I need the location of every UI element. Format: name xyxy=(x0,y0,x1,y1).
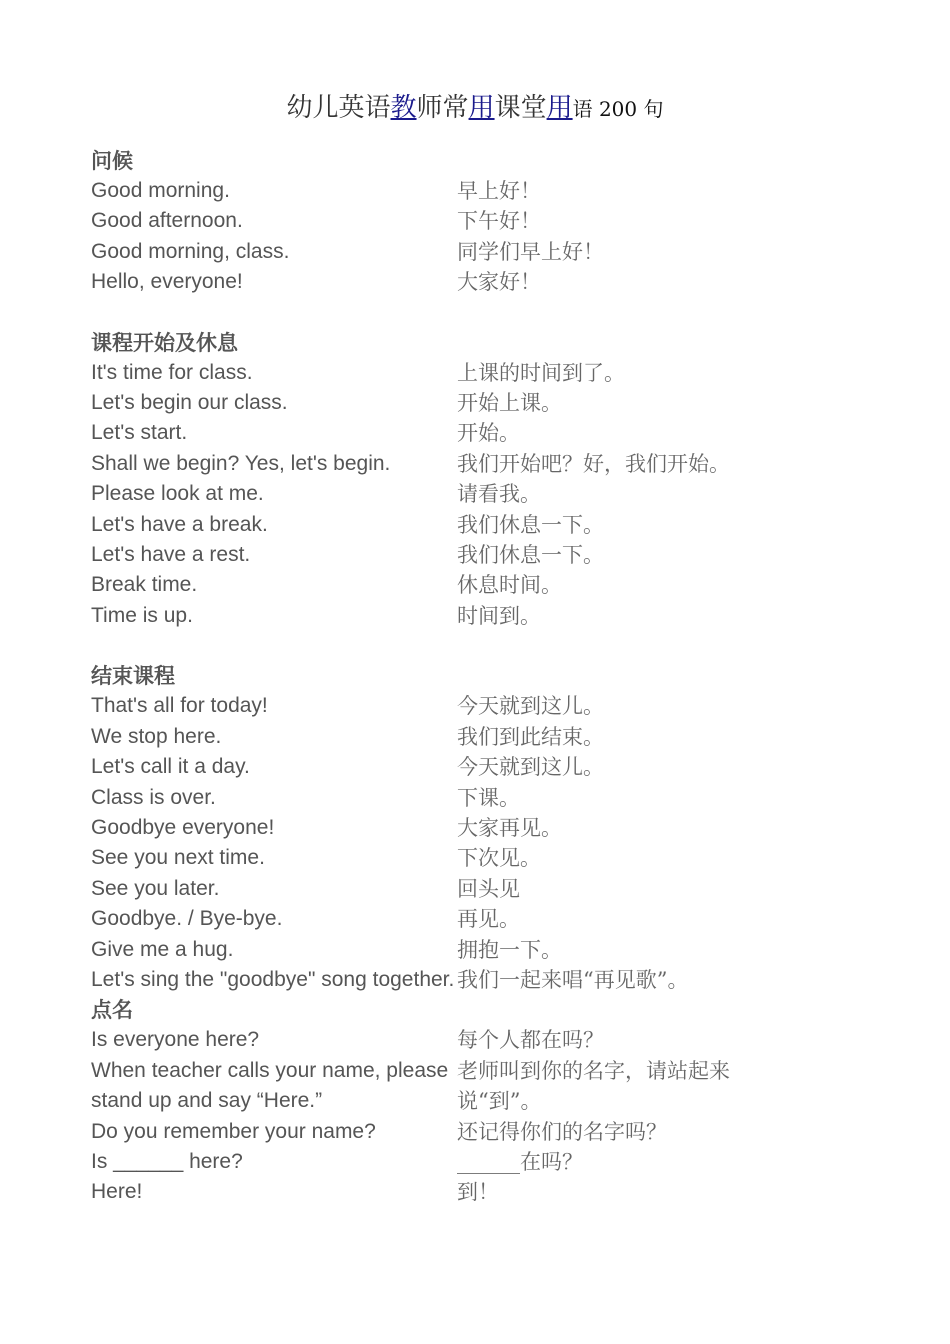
phrase-row xyxy=(91,449,851,479)
phrase-chinese: 老师叫到你的名字，请站起来说“到”。 xyxy=(457,1058,730,1114)
phrase-chinese: 我们开始吧？好，我们开始。 xyxy=(457,451,730,476)
section-heading-greetings: 问候 xyxy=(91,149,133,173)
phrase-english: We stop here. xyxy=(91,724,222,748)
phrase-english: Goodbye everyone! xyxy=(91,815,275,839)
phrase-chinese: 每个人都在吗？ xyxy=(457,1028,604,1053)
phrase-chinese: 我们一起来唱“再见歌”。 xyxy=(457,967,689,992)
phrase-chinese: 我们休息一下。 xyxy=(457,543,604,568)
phrase-chinese: 我们休息一下。 xyxy=(457,512,604,537)
section-heading-class-end: 结束课程 xyxy=(91,664,175,689)
phrase-row xyxy=(91,1177,851,1207)
title-part-4: 用 xyxy=(468,93,495,123)
phrase-row xyxy=(91,479,851,509)
phrase-english: Good morning, class. xyxy=(91,239,290,263)
title-part-7: 语 200 句 xyxy=(572,97,664,121)
title-part-5: 课堂 xyxy=(494,93,547,123)
phrase-chinese: 早上好！ xyxy=(457,179,541,203)
phrase-chinese: 今天就到这儿。 xyxy=(457,694,604,719)
phrase-chinese: 下课。 xyxy=(457,785,520,810)
phrase-row xyxy=(91,601,851,631)
phrase-english: See you later. xyxy=(91,876,220,900)
phrase-english: Good morning. xyxy=(91,179,230,202)
phrase-row xyxy=(91,267,851,297)
phrase-row xyxy=(91,691,851,721)
phrase-chinese: 同学们早上好！ xyxy=(457,239,604,264)
phrase-english: Here! xyxy=(91,1180,143,1204)
phrase-row xyxy=(91,874,851,904)
phrase-english: Class is over. xyxy=(91,785,216,809)
phrase-row xyxy=(91,843,851,873)
phrase-row xyxy=(91,965,851,995)
phrase-english: See you next time. xyxy=(91,846,265,870)
phrase-chinese: 下次见。 xyxy=(457,846,541,871)
phrase-english: Please look at me. xyxy=(91,482,264,506)
phrase-row xyxy=(91,752,851,782)
phrase-row xyxy=(91,1056,851,1117)
phrase-row xyxy=(91,1025,851,1055)
page-title xyxy=(0,88,950,129)
phrase-chinese: 还记得你们的名字吗？ xyxy=(457,1119,667,1144)
phrase-chinese: 开始上课。 xyxy=(457,391,562,416)
phrase-chinese: 大家好！ xyxy=(457,270,541,295)
phrase-row xyxy=(91,813,851,843)
phrase-english: Is ______ here? xyxy=(91,1149,243,1173)
phrase-row xyxy=(91,1117,851,1147)
phrase-english: Break time. xyxy=(91,573,198,597)
phrase-chinese: 到！ xyxy=(457,1180,499,1205)
phrase-row xyxy=(91,904,851,934)
phrase-chinese: 下午好！ xyxy=(457,209,541,234)
phrase-english: Let's sing the "goodbye" song together. xyxy=(91,967,455,991)
phrase-english: Time is up. xyxy=(91,603,193,627)
phrase-chinese: 回头见 xyxy=(457,876,520,901)
phrase-english: Do you remember your name? xyxy=(91,1119,376,1143)
phrase-chinese: 请看我。 xyxy=(457,482,541,507)
phrase-row xyxy=(91,935,851,965)
phrase-row xyxy=(91,722,851,752)
phrase-row xyxy=(91,570,851,600)
phrase-chinese: 上课的时间到了。 xyxy=(457,360,625,385)
section-heading-class-start: 课程开始及休息 xyxy=(91,330,238,355)
title-part-2: 教 xyxy=(390,93,417,123)
phrase-english: Let's have a break. xyxy=(91,512,268,536)
phrase-chinese: 时间到。 xyxy=(457,603,541,628)
section-heading-roll-call: 点名 xyxy=(91,998,133,1023)
phrase-chinese: 大家再见。 xyxy=(457,815,562,840)
phrase-english: Give me a hug. xyxy=(91,937,234,961)
phrase-chinese: 我们到此结束。 xyxy=(457,724,604,749)
phrase-english: Let's call it a day. xyxy=(91,755,250,779)
phrase-row xyxy=(91,540,851,570)
phrase-english: Shall we begin? Yes, let's begin. xyxy=(91,451,391,475)
title-part-6: 用 xyxy=(546,93,573,123)
phrase-english: Is everyone here? xyxy=(91,1028,260,1052)
phrase-english: It's time for class. xyxy=(91,360,253,384)
phrase-english: Goodbye. / Bye-bye. xyxy=(91,907,283,931)
phrase-row xyxy=(91,358,851,388)
phrase-row xyxy=(91,176,851,206)
section-spacer xyxy=(91,298,851,328)
title-part-1: 幼儿英语 xyxy=(286,93,391,123)
phrase-row xyxy=(91,206,851,236)
phrase-chinese: 开始。 xyxy=(457,421,520,446)
phrase-row xyxy=(91,783,851,813)
phrase-chinese: 休息时间。 xyxy=(457,573,562,598)
phrase-chinese: ______在吗？ xyxy=(457,1149,583,1174)
phrase-english: Hello, everyone! xyxy=(91,270,243,294)
phrase-row xyxy=(91,388,851,418)
phrase-english: Let's begin our class. xyxy=(91,391,288,415)
phrase-row xyxy=(91,510,851,540)
phrase-english: That's all for today! xyxy=(91,694,268,718)
phrase-chinese: 再见。 xyxy=(457,907,520,932)
phrase-english: Let's have a rest. xyxy=(91,543,251,567)
phrase-chinese: 拥抱一下。 xyxy=(457,937,562,962)
phrase-english: Good afternoon. xyxy=(91,209,243,233)
title-part-3: 师常 xyxy=(416,93,469,123)
phrase-chinese: 今天就到这儿。 xyxy=(457,755,604,780)
phrase-english: Let's start. xyxy=(91,421,188,445)
section-spacer xyxy=(91,631,851,661)
phrase-row xyxy=(91,237,851,267)
phrase-list xyxy=(91,146,851,1208)
phrase-english: When teacher calls your name, please stand up and say “Here.” xyxy=(91,1058,449,1113)
phrase-row xyxy=(91,1147,851,1177)
phrase-row xyxy=(91,418,851,448)
